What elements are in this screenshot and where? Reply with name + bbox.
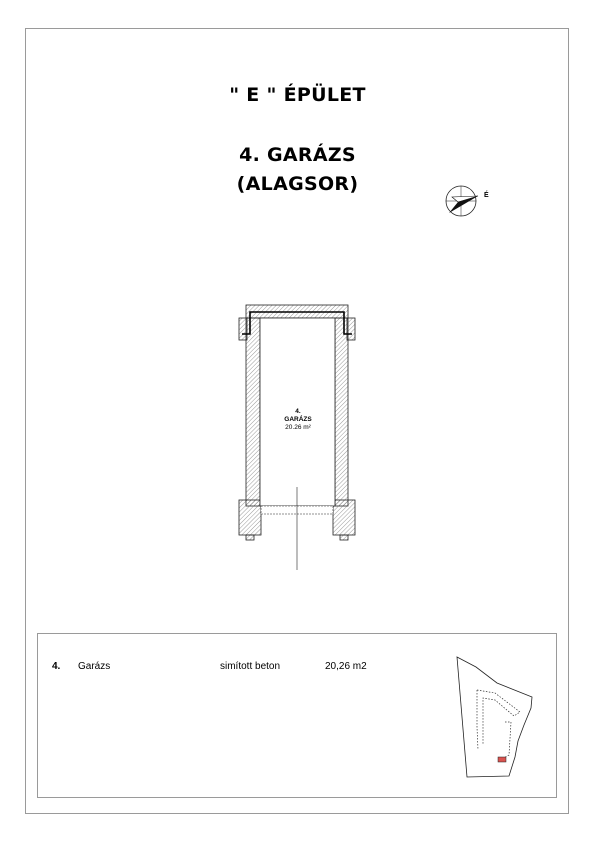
legend-row-number: 4. — [52, 661, 61, 672]
legend-box — [37, 633, 557, 798]
room-label — [270, 408, 326, 432]
garage-walls — [239, 305, 355, 570]
building-title: " E " ÉPÜLET — [229, 84, 366, 106]
level-title: (ALAGSOR) — [236, 173, 359, 195]
compass-label: É — [484, 192, 489, 199]
legend-row-name: Garázs — [78, 661, 111, 672]
north-arrow-icon — [446, 186, 478, 216]
legend-row-area: 20,26 m2 — [325, 661, 367, 672]
legend-row-material: simított beton — [220, 661, 281, 672]
room-name: GARÁZS — [284, 416, 312, 423]
room-area: 20.26 m² — [285, 424, 311, 431]
room-title: 4. GARÁZS — [239, 144, 356, 166]
room-number: 4. — [295, 408, 301, 415]
